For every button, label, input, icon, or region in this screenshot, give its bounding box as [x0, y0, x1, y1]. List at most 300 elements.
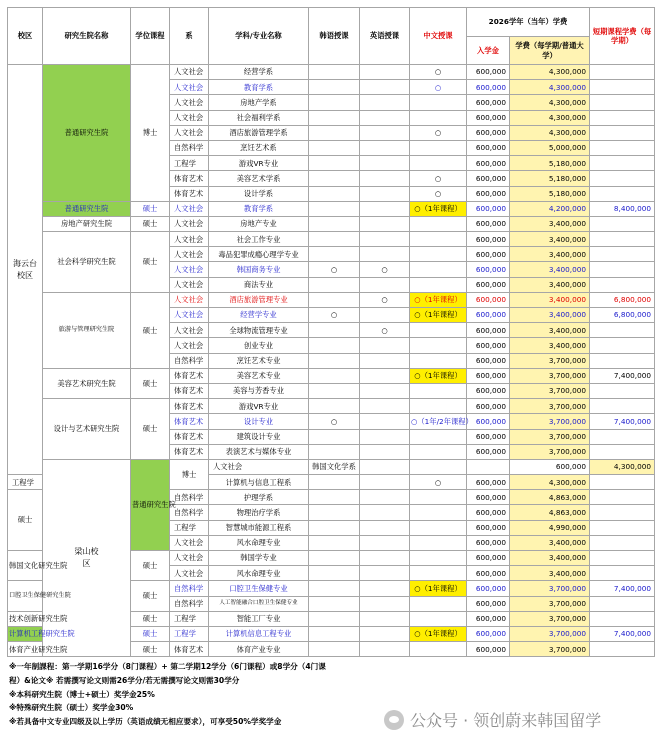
admission-fee: 600,000	[467, 353, 510, 368]
korean-mark	[309, 338, 360, 353]
korean-mark	[309, 247, 360, 262]
korean-mark	[309, 216, 360, 231]
tuition-fee: 3,400,000	[510, 216, 590, 231]
admission-fee: 600,000	[467, 292, 510, 307]
major-cell: 烹饪艺术系	[209, 140, 309, 155]
tuition-fee: 4,300,000	[590, 459, 655, 474]
school-cell: 计算机工程研究生院	[8, 626, 43, 641]
korean-mark	[309, 110, 360, 125]
chinese-mark	[410, 611, 467, 626]
admission-fee: 600,000	[467, 65, 510, 80]
short-course-fee	[590, 156, 655, 171]
english-mark	[360, 611, 410, 626]
english-mark	[360, 490, 410, 505]
college-cell: 人文社会	[170, 80, 209, 95]
college-cell: 自然科学	[170, 353, 209, 368]
header-college: 系	[170, 8, 209, 65]
tuition-fee: 3,700,000	[510, 581, 590, 596]
short-course-fee: 6,800,000	[590, 308, 655, 323]
tuition-fee: 3,700,000	[510, 626, 590, 641]
english-mark	[360, 626, 410, 641]
korean-mark	[309, 65, 360, 80]
korean-mark	[309, 125, 360, 140]
college-cell: 人文社会	[170, 216, 209, 231]
short-course-fee	[590, 110, 655, 125]
major-cell: 建筑设计专业	[209, 429, 309, 444]
korean-mark	[309, 140, 360, 155]
tuition-fee: 3,400,000	[510, 323, 590, 338]
major-cell: 毒品犯罪成瘾心理学专业	[209, 247, 309, 262]
chinese-mark	[410, 277, 467, 292]
english-mark	[360, 383, 410, 398]
chinese-mark: ○	[410, 475, 467, 490]
english-mark	[360, 475, 410, 490]
admission-fee: 600,000	[467, 125, 510, 140]
korean-mark	[309, 292, 360, 307]
chinese-mark	[410, 140, 467, 155]
college-cell: 体育艺术	[170, 642, 209, 657]
school-cell: 普通研究生院	[43, 65, 131, 202]
college-cell: 体育艺术	[170, 429, 209, 444]
note-line: ※特殊研究生院（硕士）奖学金30%	[9, 703, 134, 713]
table-row	[8, 201, 655, 216]
note-line: ※若具备中文专业四级及以上学历（英语成绩无相应要求），可享受50%学奖学金	[9, 717, 282, 727]
wechat-icon	[384, 710, 404, 730]
tuition-fee: 3,700,000	[510, 642, 590, 657]
admission-fee: 600,000	[467, 201, 510, 216]
chinese-mark	[410, 232, 467, 247]
college-cell: 体育艺术	[170, 186, 209, 201]
korean-mark	[309, 429, 360, 444]
college-cell: 工程学	[170, 156, 209, 171]
major-cell: 社会福利学系	[209, 110, 309, 125]
chinese-mark	[410, 429, 467, 444]
major-cell: 游戏VR专业	[209, 399, 309, 414]
admission-fee: 600,000	[467, 626, 510, 641]
admission-fee: 600,000	[467, 247, 510, 262]
short-course-fee	[590, 566, 655, 581]
english-mark	[360, 110, 410, 125]
short-course-fee	[590, 596, 655, 611]
tuition-fee: 5,180,000	[510, 171, 590, 186]
short-course-fee	[590, 140, 655, 155]
short-course-fee: 7,400,000	[590, 626, 655, 641]
school-cell: 韩国文化研究生院	[8, 551, 43, 581]
tuition-fee: 3,700,000	[510, 611, 590, 626]
tuition-fee: 3,400,000	[510, 338, 590, 353]
tuition-fee: 3,400,000	[510, 551, 590, 566]
english-mark	[360, 505, 410, 520]
english-mark	[360, 353, 410, 368]
campus-cell: 海云台 校区	[8, 65, 43, 475]
major-cell: 表演艺术与媒体专业	[209, 444, 309, 459]
note-line: ※一年制課程：第一学期16学分（8门课程）+ 第二学期12学分（6门课程）或8学分（4门课	[9, 662, 326, 671]
college-cell: 工程学	[170, 520, 209, 535]
degree-cell: 硕士	[131, 292, 170, 368]
english-mark	[360, 520, 410, 535]
korean-mark	[309, 535, 360, 550]
admission-fee: 600,000	[467, 110, 510, 125]
short-course-fee: 7,400,000	[590, 581, 655, 596]
english-mark	[360, 581, 410, 596]
short-course-fee	[590, 551, 655, 566]
english-mark	[360, 535, 410, 550]
college-cell: 体育艺术	[170, 444, 209, 459]
short-course-fee: 7,400,000	[590, 368, 655, 383]
tuition-fee: 4,200,000	[510, 201, 590, 216]
chinese-mark	[410, 642, 467, 657]
tuition-fee: 3,700,000	[510, 353, 590, 368]
korean-mark	[309, 95, 360, 110]
major-cell: 设计专业	[209, 414, 309, 429]
chinese-mark: ○	[410, 171, 467, 186]
college-cell: 人文社会	[170, 277, 209, 292]
major-cell: 经营学系	[209, 65, 309, 80]
korean-mark: ○	[309, 308, 360, 323]
korean-mark	[309, 611, 360, 626]
major-cell: 计算机与信息工程系	[209, 475, 309, 490]
tuition-fee: 3,700,000	[510, 596, 590, 611]
tuition-fee: 4,300,000	[510, 125, 590, 140]
college-cell: 工程学	[170, 611, 209, 626]
short-course-fee	[590, 277, 655, 292]
tuition-fee: 3,400,000	[510, 277, 590, 292]
tuition-fee: 3,400,000	[510, 308, 590, 323]
college-cell: 人文社会	[170, 95, 209, 110]
english-mark	[360, 140, 410, 155]
college-cell: 人文社会	[170, 292, 209, 307]
college-cell: 人文社会	[170, 535, 209, 550]
note-line: ※本科研究生院（博士+硕士）奖学金25%	[9, 689, 155, 699]
table-row	[8, 292, 655, 307]
english-mark	[360, 566, 410, 581]
college-cell: 自然科学	[170, 505, 209, 520]
short-course-fee	[590, 399, 655, 414]
major-cell: 智能工厂专业	[209, 611, 309, 626]
admission-fee: 600,000	[467, 80, 510, 95]
major-cell: 酒店旅游管理学系	[209, 125, 309, 140]
college-cell: 人文社会	[170, 262, 209, 277]
admission-fee: 600,000	[467, 535, 510, 550]
tuition-fee: 4,863,000	[510, 490, 590, 505]
tuition-fee: 3,400,000	[510, 247, 590, 262]
major-cell: 美容艺术专业	[209, 368, 309, 383]
school-cell: 体育产业研究生院	[8, 642, 43, 657]
english-mark	[360, 596, 410, 611]
korean-mark	[309, 475, 360, 490]
degree-cell: 博士	[131, 65, 170, 202]
degree-cell: 硕士	[131, 581, 170, 611]
admission-fee: 600,000	[467, 551, 510, 566]
english-mark	[360, 642, 410, 657]
short-course-fee	[590, 232, 655, 247]
chinese-mark	[410, 596, 467, 611]
major-cell: 物理治疗学系	[209, 505, 309, 520]
college-cell: 人文社会	[170, 110, 209, 125]
header-fee-title: 2026学年（当年）学费	[467, 8, 590, 37]
short-course-fee	[590, 80, 655, 95]
english-mark	[360, 338, 410, 353]
chinese-mark	[410, 566, 467, 581]
degree-cell: 硕士	[131, 216, 170, 231]
major-cell: 智慧城市能源工程系	[209, 520, 309, 535]
degree-cell: 硕士	[131, 551, 170, 581]
tuition-fee: 5,180,000	[510, 156, 590, 171]
korean-mark: ○	[309, 414, 360, 429]
chinese-mark	[410, 262, 467, 277]
school-cell: 社会科学研究生院	[43, 232, 131, 293]
chinese-mark	[467, 459, 510, 474]
admission-fee: 600,000	[467, 490, 510, 505]
chinese-mark	[410, 338, 467, 353]
college-cell: 人文社会	[170, 323, 209, 338]
admission-fee: 600,000	[467, 429, 510, 444]
chinese-mark	[410, 505, 467, 520]
admission-fee: 600,000	[467, 566, 510, 581]
college-cell: 自然科学	[170, 581, 209, 596]
admission-fee: 600,000	[467, 596, 510, 611]
chinese-mark: ○（1年课程）	[410, 308, 467, 323]
major-cell: 教育学系	[209, 201, 309, 216]
english-mark	[360, 308, 410, 323]
admission-fee: 600,000	[467, 444, 510, 459]
chinese-mark: ○（1年/2年课程）	[410, 414, 467, 429]
chinese-mark	[410, 247, 467, 262]
tuition-fee: 5,000,000	[510, 140, 590, 155]
korean-mark	[309, 80, 360, 95]
admission-fee: 600,000	[510, 459, 590, 474]
degree-cell: 硕士	[8, 490, 43, 551]
short-course-fee	[590, 520, 655, 535]
chinese-mark: ○（1年课程）	[410, 626, 467, 641]
short-course-fee	[590, 262, 655, 277]
college-cell: 体育艺术	[170, 399, 209, 414]
major-cell: 房地产专业	[209, 216, 309, 231]
major-cell: 教育学系	[209, 80, 309, 95]
korean-mark	[309, 626, 360, 641]
college-cell: 人文社会	[170, 232, 209, 247]
admission-fee: 600,000	[467, 262, 510, 277]
school-cell: 技术创新研究生院	[8, 611, 43, 626]
major-cell: 设计学系	[209, 186, 309, 201]
school-cell: 普通研究生院	[131, 459, 170, 550]
tuition-fee: 3,400,000	[510, 292, 590, 307]
english-mark: ○	[360, 292, 410, 307]
english-mark	[360, 95, 410, 110]
short-course-fee	[590, 475, 655, 490]
college-cell: 人文社会	[170, 338, 209, 353]
korean-mark	[309, 232, 360, 247]
tuition-fee: 4,300,000	[510, 65, 590, 80]
college-cell: 人文社会	[170, 308, 209, 323]
admission-fee: 600,000	[467, 308, 510, 323]
short-course-fee	[590, 186, 655, 201]
major-cell: 创业专业	[209, 338, 309, 353]
short-course-fee	[590, 125, 655, 140]
short-course-fee	[590, 65, 655, 80]
college-cell: 体育艺术	[170, 171, 209, 186]
chinese-mark	[410, 216, 467, 231]
chinese-mark	[410, 383, 467, 398]
college-cell: 工程学	[170, 626, 209, 641]
english-mark	[360, 277, 410, 292]
major-cell: 韩国商务专业	[209, 262, 309, 277]
admission-fee: 600,000	[467, 95, 510, 110]
chinese-mark	[410, 399, 467, 414]
tuition-fee: 4,300,000	[510, 110, 590, 125]
degree-cell: 硕士	[131, 399, 170, 460]
chinese-mark: ○	[410, 125, 467, 140]
header-degree: 学位课程	[131, 8, 170, 65]
chinese-mark	[410, 535, 467, 550]
korean-mark	[309, 201, 360, 216]
korean-mark	[309, 323, 360, 338]
school-cell: 口腔卫生保健研究生院	[8, 581, 43, 611]
college-cell: 自然科学	[170, 596, 209, 611]
tuition-fee: 3,700,000	[510, 399, 590, 414]
korean-mark	[309, 444, 360, 459]
college-cell: 人文社会	[170, 65, 209, 80]
admission-fee: 600,000	[467, 611, 510, 626]
major-cell: 社会工作专业	[209, 232, 309, 247]
korean-mark	[309, 353, 360, 368]
major-cell: 房地产学系	[209, 95, 309, 110]
tuition-fee: 4,300,000	[510, 475, 590, 490]
watermark	[384, 708, 601, 731]
english-mark: ○	[360, 262, 410, 277]
degree-cell: 硕士	[131, 626, 170, 641]
korean-mark	[309, 581, 360, 596]
tuition-fee: 4,300,000	[510, 80, 590, 95]
short-course-fee	[590, 216, 655, 231]
school-cell: 设计与艺术研究生院	[43, 399, 131, 460]
header-school: 研究生院名称	[43, 8, 131, 65]
korean-mark	[360, 459, 410, 474]
school-cell: 普通研究生院	[43, 201, 131, 216]
chinese-mark	[410, 156, 467, 171]
tuition-fee: 4,300,000	[510, 95, 590, 110]
english-mark	[360, 80, 410, 95]
english-mark	[360, 232, 410, 247]
english-mark	[360, 551, 410, 566]
table-row	[8, 459, 655, 474]
english-mark	[360, 125, 410, 140]
tuition-fee: 3,400,000	[510, 535, 590, 550]
english-mark	[360, 156, 410, 171]
short-course-fee	[590, 338, 655, 353]
table-row	[8, 216, 655, 231]
tuition-fee: 4,990,000	[510, 520, 590, 535]
header-campus: 校区	[8, 8, 43, 65]
tuition-fee: 3,700,000	[510, 368, 590, 383]
admission-fee: 600,000	[467, 581, 510, 596]
college-cell: 人文社会	[170, 125, 209, 140]
short-course-fee	[590, 383, 655, 398]
admission-fee: 600,000	[467, 140, 510, 155]
chinese-mark: ○（1年课程）	[410, 581, 467, 596]
degree-cell: 硕士	[131, 232, 170, 293]
major-cell: 美容艺术学系	[209, 171, 309, 186]
major-cell: 风水命理专业	[209, 566, 309, 581]
short-course-fee: 8,400,000	[590, 201, 655, 216]
english-mark	[410, 459, 467, 474]
short-course-fee	[590, 505, 655, 520]
header-admission: 入学金	[467, 37, 510, 65]
header-major: 学科/专业名称	[209, 8, 309, 65]
tuition-fee: 3,700,000	[510, 444, 590, 459]
admission-fee: 600,000	[467, 368, 510, 383]
admission-fee: 600,000	[467, 323, 510, 338]
english-mark: ○	[360, 323, 410, 338]
degree-cell: 硕士	[131, 611, 170, 626]
korean-mark	[309, 383, 360, 398]
college-cell: 体育艺术	[170, 368, 209, 383]
english-mark	[360, 171, 410, 186]
major-cell: 商法专业	[209, 277, 309, 292]
watermark-text: 公众号 · 领创蔚来韩国留学	[410, 711, 602, 730]
school-cell: 房地产研究生院	[43, 216, 131, 231]
korean-mark	[309, 596, 360, 611]
short-course-fee	[590, 171, 655, 186]
table-row	[8, 399, 655, 414]
admission-fee: 600,000	[467, 383, 510, 398]
english-mark	[360, 186, 410, 201]
short-course-fee	[590, 247, 655, 262]
korean-mark	[309, 551, 360, 566]
major-cell: 全球物流管理专业	[209, 323, 309, 338]
admission-fee: 600,000	[467, 399, 510, 414]
korean-mark	[309, 642, 360, 657]
chinese-mark	[410, 323, 467, 338]
admission-fee: 600,000	[467, 414, 510, 429]
major-cell: 体育产业专业	[209, 642, 309, 657]
degree-cell: 硕士	[131, 201, 170, 216]
english-mark	[360, 444, 410, 459]
major-cell: 酒店旅游管理专业	[209, 292, 309, 307]
chinese-mark: ○（1年课程）	[410, 292, 467, 307]
major-cell: 美容与芳香专业	[209, 383, 309, 398]
korean-mark: ○	[309, 262, 360, 277]
short-course-fee: 7,400,000	[590, 414, 655, 429]
tuition-fee: 5,180,000	[510, 186, 590, 201]
english-mark	[360, 368, 410, 383]
college-cell: 人文社会	[170, 201, 209, 216]
tuition-fee: 3,700,000	[510, 383, 590, 398]
major-cell: 游戏VR专业	[209, 156, 309, 171]
admission-fee: 600,000	[467, 338, 510, 353]
chinese-mark	[410, 353, 467, 368]
table-row	[8, 65, 655, 80]
chinese-mark	[410, 490, 467, 505]
short-course-fee	[590, 429, 655, 444]
admission-fee: 600,000	[467, 232, 510, 247]
korean-mark	[309, 277, 360, 292]
english-mark	[360, 399, 410, 414]
admission-fee: 600,000	[467, 520, 510, 535]
korean-mark	[309, 368, 360, 383]
chinese-mark	[410, 110, 467, 125]
english-mark	[360, 65, 410, 80]
short-course-fee	[590, 535, 655, 550]
korean-mark	[309, 490, 360, 505]
admission-fee: 600,000	[467, 277, 510, 292]
header-short: 短期课程学费（每学期）	[590, 8, 655, 65]
major-cell: 口腔卫生保健专业	[209, 581, 309, 596]
college-cell: 体育艺术	[170, 414, 209, 429]
college-cell: 人文社会	[170, 566, 209, 581]
tuition-fee: 3,400,000	[510, 262, 590, 277]
admission-fee: 600,000	[467, 505, 510, 520]
